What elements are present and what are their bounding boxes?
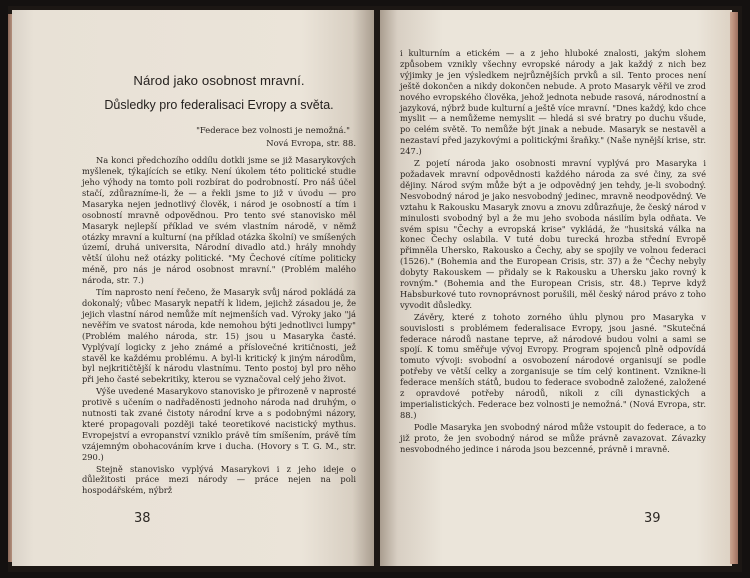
page-number: 39 <box>644 511 661 526</box>
paragraph: Na konci předchozího oddílu dotkli jsme se již Masarykových myšlenek, týkajících se etiky. Není úkolem této politické studie jeho výhody na tomto poli rozbírat do podrobností. Pro náš účel stačí, zdůrazníme-li, že — a řekli jsme to již v úvodu — pro Masaryka nejen jednotlivý člověk, i národ je osobností a tím i osobností mravně odpovědnou. Pro tento své stanovisko měl Masaryk nejlepší příklad ve svém vlastním národě, v němž otázky mravní a kulturní (na příklad otázka školní) ve smíšených území, druhá universita, Národní divadlo atd.) hrály mnohdy větší úlohu než otázky politické. "My Čechové cítíme politicky méně, pro nás je národ osobnost mravní." (Problém malého národa, str. 7.) <box>82 155 356 286</box>
page-edges <box>730 12 738 564</box>
epigraph-quote: "Federace bez volnosti je nemožná." <box>196 125 350 135</box>
left-page <box>12 10 374 566</box>
paragraph: Tím naprosto není řečeno, že Masaryk svůj národ pokládá za dokonalý; vůbec Masaryk nepatří k lidem, jejichž zásadou je, že jejich vlastní národ nemůže mít nejmenších vad. Výroky jako "já nevěřím ve svatost národa, kde nemohou býti jednotlivci lumpy" (Problém malého národa, str. 15) jsou u Masaryka časté. Vyplývají logicky z jeho známé a příslovečné kritičnosti, jež stavěl ke každému problému. A byl-li kritický k jiným národům, byl nejkritičtější k národu vlastnímu. Tento postoj byl pro něho při jeho časté sebekritiky, kterou se vyznačoval celý jeho život. <box>82 287 356 385</box>
paragraph: Stejně stanovisko vyplývá Masarykovi i z jeho ideje o důležitosti práce mezi národy — práce nejen na poli hospodářském, nýbrž <box>82 463 356 496</box>
chapter-subtitle: Důsledky pro federalisaci Evropy a světa. <box>104 98 334 112</box>
page-number: 38 <box>134 511 151 526</box>
paragraph: Závěry, které z tohoto zorného úhlu plynou pro Masaryka v souvislosti s problémem federalisace Evropy, jsou jasné. "Skutečná federace národů nastane teprve, až národové budou volni a sami se spojí. K tomu směřuje vývoj Evropy. Program spojenců plně odpovídá tomuto vývoji: svobodní a osvobození národové organisují se podle potřeby ve větší celky a zorganisuje se tím celý kontinent. Vznikne-li federace menších států, budou to federace svobodně založené, založené z opravdové potřeby národů, nikoli z cíli dynastických a imperialistických. Federace bez volnosti je nemožná." (Nová Evropa, str. 88.) <box>400 311 706 420</box>
chapter-title: Národ jako osobnost mravní. <box>133 73 305 88</box>
epigraph-source: Nová Evropa, str. 88. <box>266 137 356 148</box>
paragraph: Podle Masaryka jen svobodný národ může vstoupit do federace, a to již proto, že jen svobodný národ se může právně zavazovat. Závazky nesvobodného jedince i národa jsou bezcenné, právně i mravně. <box>400 421 706 454</box>
right-page <box>380 10 732 566</box>
paragraph: i kulturním a etickém — a z jeho hluboké znalosti, jakým slohem způsobem vznikly všechny evropské národy a jak každý z nich bez výjimky je jen výsledkem nejrůznějších prvků a sil. Tento proces není ještě dokončen a nikdy dokončen nebude. A proto Masaryk věřil ve zrod nového evropského člověka, jehož jednota nebude rasová, národnostní a jazyková, nýbrž bude kulturní a ještě více mravní. "Dnes každý, kdo chce myslit — a nemůžeme nemyslit — hledá si své bratry po duchu všude, po celém světě. To nemůže být jinak a nebude. Masaryk se nestavěl a nezastaví před jazykovými a politickými šraňky." (Naše nynější krise, str. 247.) <box>400 48 706 157</box>
paragraph: Výše uvedené Masarykovo stanovisko je přirozeně v naprosté protivě s učením o nadřaděnosti jednoho národa nad druhým, o nutnosti tak zvané čistoty národní krve a s podobnými názory, které propagovali později také teoretikové nacistický mythus. Evropejství a evropanství vzniklo právě tím smíšením, právě tím vzájemným obohacováním krve i ducha. (Hovory s T. G. M., str. 290.) <box>82 386 356 462</box>
paragraph: Z pojetí národa jako osobnosti mravní vyplývá pro Masaryka i požadavek mravní odpovědnosti každého národa za své činy, za své dějiny. Národ svým může být a je odpovědný jen tehdy, je-li svobodný. Nesvobodný národ je jako nesvobodný jedinec, mravně neodpovědný. Ve vztahu k Rakousku Masaryk znovu a znovu zdůrazňuje, že český národ v minulosti svobodný byl a že mu jeho svoboda násilím byla odňata. Ve svém spisu "Čechy a evropská krise" vykládá, že "husitská válka na konec Čechy oslabila. V tuté dobu turecká hrozba střední Evropě přimněla Uhersko, Rakousko a Čechy, aby se spojily ve volnou federaci (1526)." (Bohemia and the European Crisis, str. 37) a že "Čechy nebyly dobyty Rakouskem — přidaly se k Rakousku a Uhersku jako rovný k rovným." (Bohemia and the European Crisis, str. 48.) Teprve když Habsburkové tuto rovnoprávnost porušili, měl český národ právo z toho vyvodit důsledky. <box>400 158 706 310</box>
open-book <box>8 6 742 572</box>
